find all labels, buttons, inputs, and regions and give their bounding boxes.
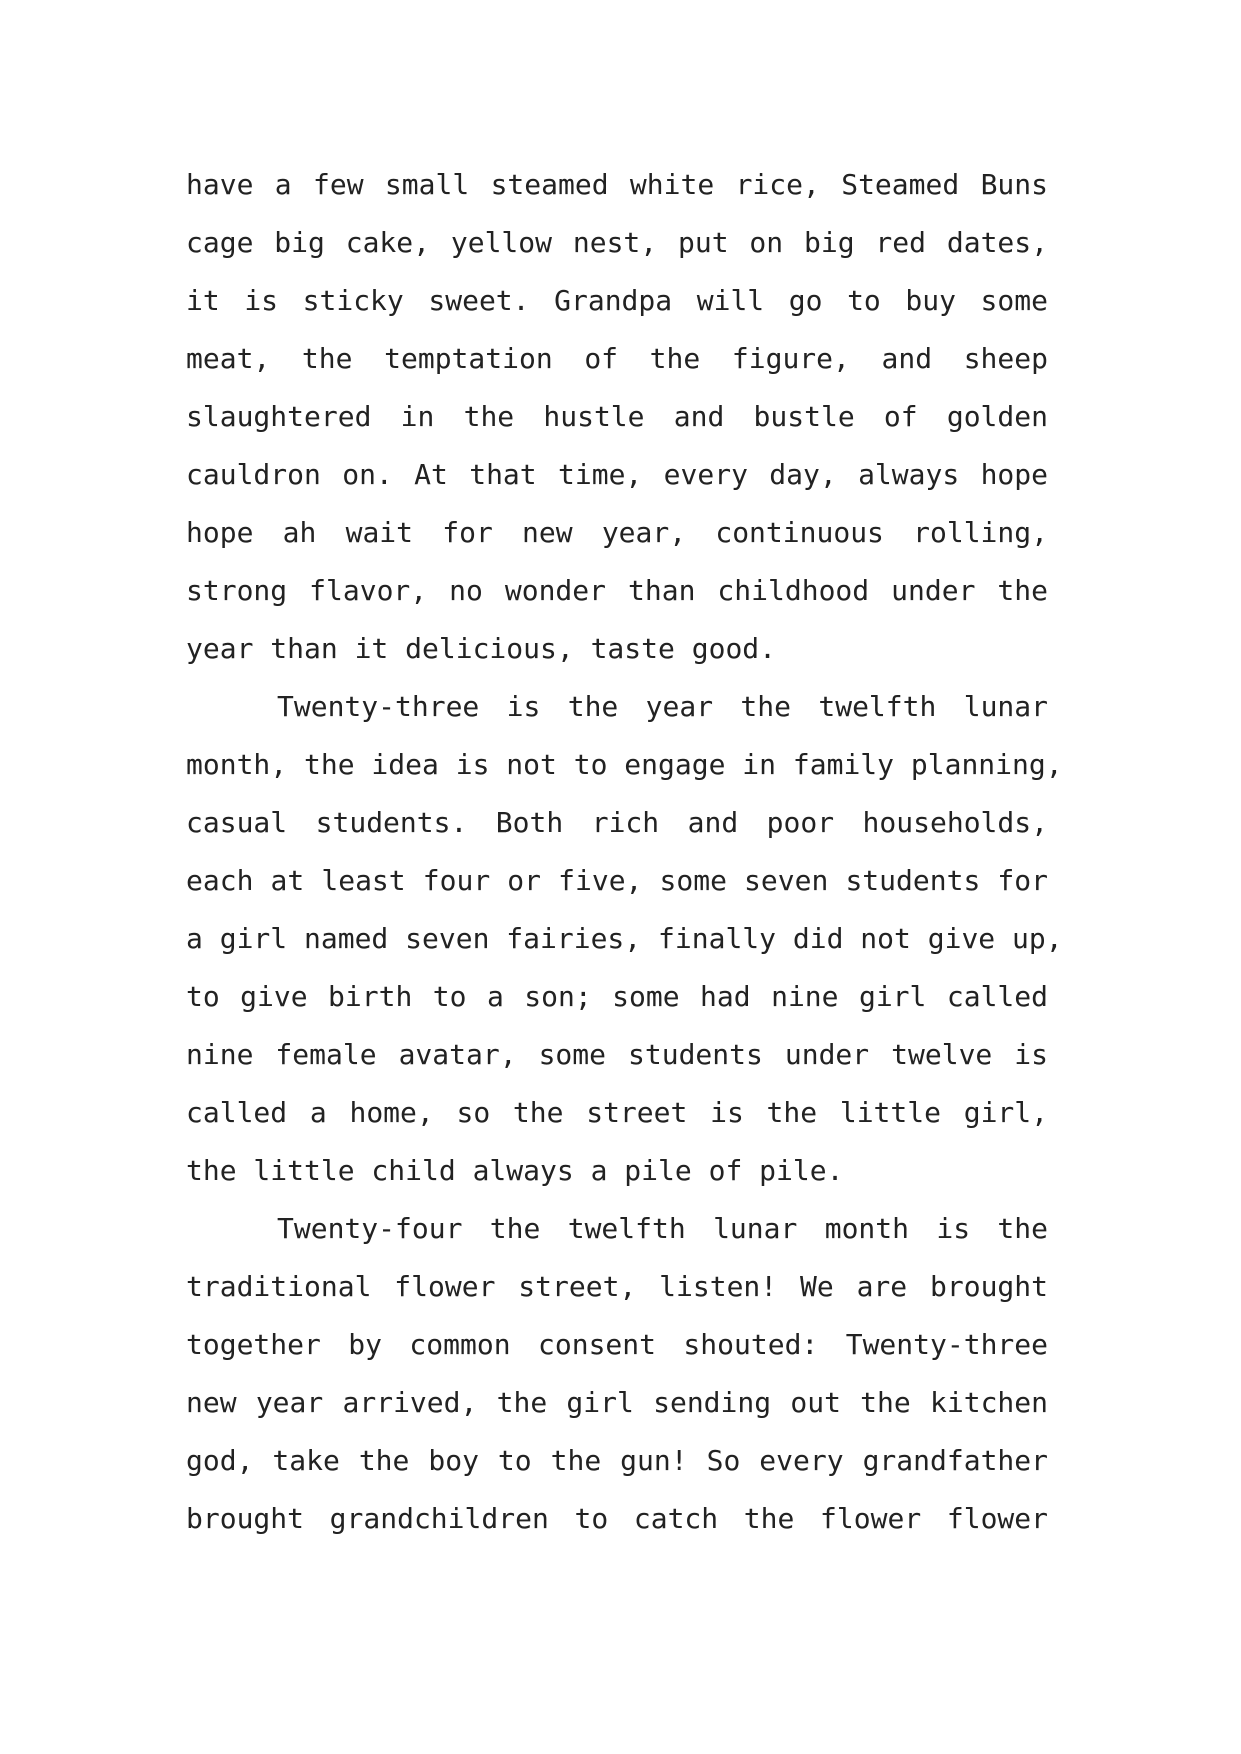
text-line: meat, the temptation of the figure, and sheep <box>186 342 1048 375</box>
body-text <box>186 160 1063 1552</box>
text-line: Twenty-four the twelfth lunar month is the <box>277 1212 1048 1245</box>
text-line: nine female avatar, some students under twelve is <box>186 1038 1048 1071</box>
text-line: the little child always a pile of pile. <box>186 1154 844 1187</box>
text-line: month, the idea is not to engage in family planning, <box>186 748 1063 781</box>
text-line: a girl named seven fairies, finally did not give up, <box>186 922 1063 955</box>
text-line: casual students. Both rich and poor households, <box>186 806 1048 839</box>
text-line: called a home, so the street is the little girl, <box>186 1096 1048 1129</box>
text-line: brought grandchildren to catch the flower flower <box>186 1502 1048 1535</box>
text-line: god, take the boy to the gun! So every grandfather <box>186 1444 1048 1477</box>
text-line: Twenty-three is the year the twelfth lunar <box>277 690 1048 723</box>
text-line: hope ah wait for new year, continuous rolling, <box>186 516 1048 549</box>
text-line: to give birth to a son; some had nine girl called <box>186 980 1048 1013</box>
text-line: year than it delicious, taste good. <box>186 632 777 665</box>
text-line: strong flavor, no wonder than childhood under the <box>186 574 1048 607</box>
text-line: traditional flower street, listen! We are brought <box>186 1270 1048 1303</box>
text-line: it is sticky sweet. Grandpa will go to buy some <box>186 284 1048 317</box>
text-line: have a few small steamed white rice, Steamed Buns <box>186 168 1048 201</box>
text-line: new year arrived, the girl sending out the kitchen <box>186 1386 1048 1419</box>
text-line: each at least four or five, some seven students for <box>186 864 1048 897</box>
text-line: cauldron on. At that time, every day, always hope <box>186 458 1048 491</box>
text-line: together by common consent shouted: Twenty-three <box>186 1328 1048 1361</box>
text-line: cage big cake, yellow nest, put on big red dates, <box>186 226 1048 259</box>
text-line: slaughtered in the hustle and bustle of golden <box>186 400 1048 433</box>
